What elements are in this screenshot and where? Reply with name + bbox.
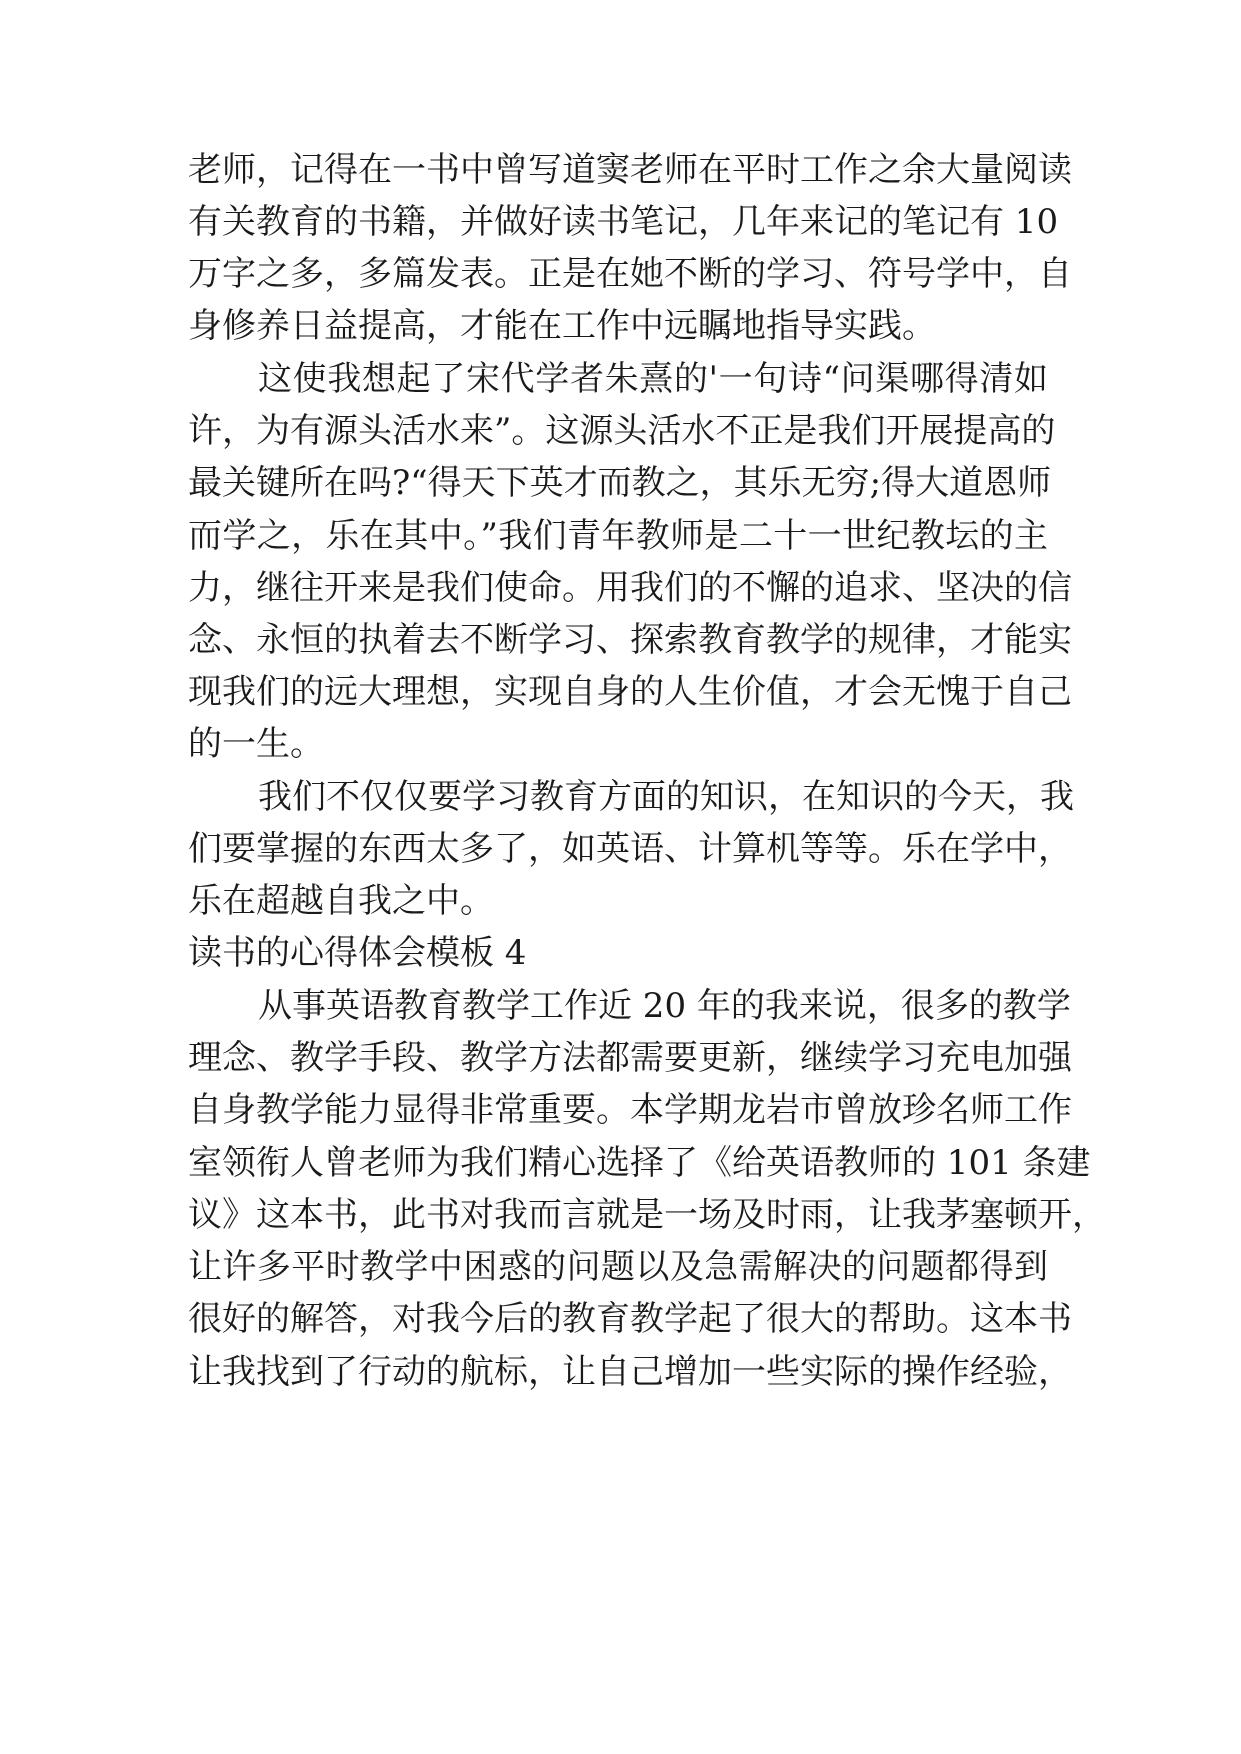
line-text: 身修养日益提高，才能在工作中远瞩地指导实践。 [188, 306, 936, 346]
text-line [0, 714, 1241, 774]
line-text: 理念、教学手段、教学方法都需要更新，继续学习充电加强 [188, 1038, 1072, 1078]
line-text: 这使我想起了宋代学者朱熹的'一句诗“问渠哪得清如 [258, 359, 1048, 399]
text-line [0, 871, 1241, 931]
text-line [0, 1237, 1241, 1297]
line-text: 老师，记得在一书中曾写道窦老师在平时工作之余大量阅读 [188, 150, 1072, 190]
line-text: 室领衔人曾老师为我们精心选择了《给英语教师的 101 条建 [188, 1143, 1091, 1183]
line-text: 的一生。 [188, 724, 324, 764]
text-line [0, 506, 1241, 566]
line-text: 很好的解答，对我今后的教育教学起了很大的帮助。这本书 [188, 1299, 1072, 1339]
text-line [0, 1133, 1241, 1193]
line-text: 而学之，乐在其中。”我们青年教师是二十一世纪教坛的主 [188, 516, 1048, 556]
section-heading [0, 923, 1241, 983]
line-text: 乐在超越自我之中。 [188, 881, 494, 921]
line-text: 我们不仅仅要学习教育方面的知识，在知识的今天，我 [258, 777, 1074, 817]
heading-text: 读书的心得体会模板 4 [188, 933, 527, 973]
text-line [0, 976, 1241, 1036]
text-line [0, 453, 1241, 513]
line-text: 们要掌握的东西太多了，如英语、计算机等等。乐在学中， [188, 829, 1072, 869]
text-line [0, 1028, 1241, 1088]
text-line [0, 244, 1241, 304]
line-text: 从事英语教育教学工作近 20 年的我来说，很多的教学 [258, 986, 1071, 1026]
text-line [0, 662, 1241, 722]
text-line [0, 349, 1241, 409]
text-line [0, 1185, 1241, 1245]
text-line [0, 819, 1241, 879]
line-text: 议》这本书，此书对我而言就是一场及时雨，让我茅塞顿开， [188, 1195, 1106, 1235]
text-line [0, 401, 1241, 461]
text-line [0, 1289, 1241, 1349]
text-line [0, 296, 1241, 356]
text-line [0, 140, 1241, 200]
text-line [0, 1080, 1241, 1140]
line-text: 让我找到了行动的航标，让自己增加一些实际的操作经验， [188, 1352, 1072, 1392]
line-text: 许，为有源头活水来”。这源头活水不正是我们开展提高的 [188, 411, 1056, 451]
line-text: 力，继往开来是我们使命。用我们的不懈的追求、坚决的信 [188, 568, 1072, 608]
text-line [0, 558, 1241, 618]
text-line [0, 1342, 1241, 1402]
line-text: 念、永恒的执着去不断学习、探索教育教学的规律，才能实 [188, 620, 1072, 660]
text-line [0, 767, 1241, 827]
line-text: 让许多平时教学中困惑的问题以及急需解决的问题都得到 [188, 1247, 1048, 1287]
text-line [0, 192, 1241, 252]
line-text: 万字之多，多篇发表。正是在她不断的学习、符号学中，自 [188, 254, 1072, 294]
text-line [0, 610, 1241, 670]
line-text: 最关键所在吗?“得天下英才而教之，其乐无穷;得大道恩师 [188, 463, 1052, 503]
line-text: 自身教学能力显得非常重要。本学期龙岩市曾放珍名师工作 [188, 1090, 1072, 1130]
line-text: 有关教育的书籍，并做好读书笔记，几年来记的笔记有 10 [188, 202, 1059, 242]
line-text: 现我们的远大理想，实现自身的人生价值，才会无愧于自己 [188, 672, 1072, 712]
